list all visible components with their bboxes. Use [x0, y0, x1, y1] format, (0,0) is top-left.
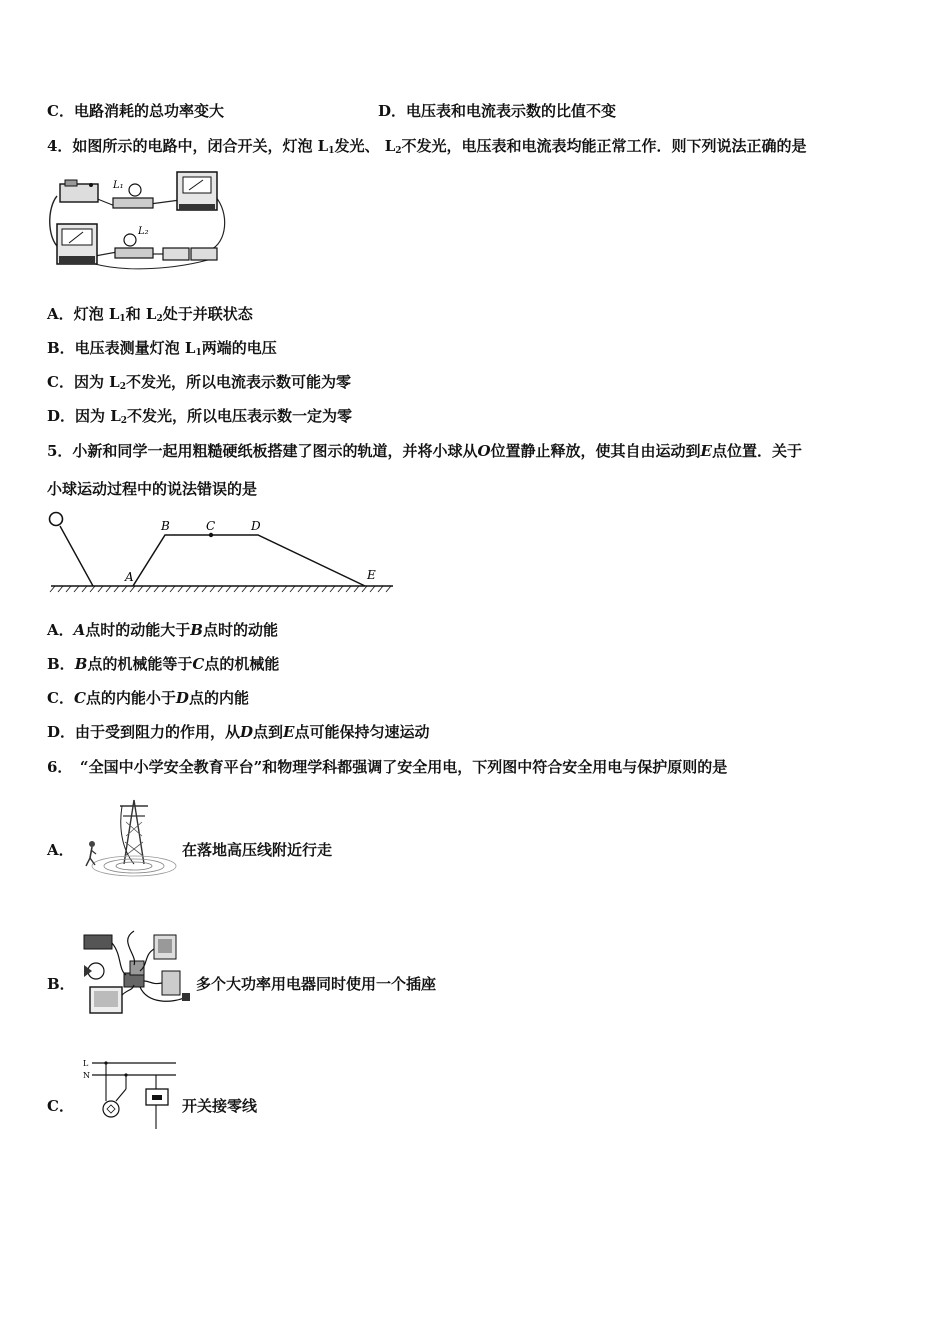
- q4-circuit-figure: [45, 168, 230, 274]
- q5-option-c: C．C点的内能小于D点的内能: [47, 689, 249, 707]
- q5-stem-line1: 5．小新和同学一起用粗糙硬纸板搭建了图示的轨道，并将小球从O位置静止释放，使其自由运动到E点位置．关于: [47, 442, 802, 460]
- q6-option-a-text: 在落地高压线附近行走: [182, 841, 333, 859]
- svg-text:A: A: [125, 570, 134, 584]
- q5-option-a: A．A点时的动能大于B点时的动能: [47, 621, 278, 639]
- svg-text:L: L: [83, 1059, 89, 1068]
- q5-option-b: B．B点的机械能等于C点的机械能: [47, 655, 280, 673]
- svg-text:N: N: [83, 1071, 90, 1080]
- q4-option-c: C．因为 $L_2$不发光，所以电流表示数可能为零: [47, 373, 351, 392]
- svg-text:E: E: [367, 568, 376, 582]
- q6-option-a-image: [76, 792, 180, 884]
- q3-option-d: D．电压表和电流表示数的比值不变: [378, 102, 617, 120]
- q6-option-c-text: 开关接零线: [182, 1097, 258, 1115]
- q6-stem: 6． “全国中小学安全教育平台”和物理学科都强调了安全用电，下列图中符合安全用电与保护原则的是: [47, 758, 728, 776]
- q6-option-c-label: C．: [47, 1097, 74, 1115]
- q6-option-b-text: 多个大功率用电器同时使用一个插座: [196, 975, 437, 993]
- svg-text:L₁: L₁: [113, 180, 124, 191]
- svg-text:L₂: L₂: [138, 226, 149, 237]
- q4-stem: 4．如图所示的电路中，闭合开关，灯泡 $L_1$发光、 $L_2$不发光，电压表和电流表均能正常工作．则下列说法正确的是: [47, 137, 807, 156]
- q5-stem-line2: 小球运动过程中的说法错误的是: [47, 480, 258, 498]
- q4-option-a: A．灯泡 $L_1$和 $L_2$处于并联状态: [47, 305, 253, 324]
- svg-text:B: B: [161, 519, 170, 533]
- svg-text:D: D: [251, 519, 261, 533]
- q6-option-a-label: A．: [47, 841, 74, 859]
- q3-option-c: C．电路消耗的总功率变大: [47, 102, 224, 120]
- q5-track-figure: [45, 508, 397, 598]
- svg-text:C: C: [206, 519, 216, 533]
- q5-option-d: D．由于受到阻力的作用，从D点到E点可能保持匀速运动: [47, 723, 430, 741]
- q6-option-c-image: [80, 1057, 180, 1137]
- q4-option-b: B．电压表测量灯泡 $L_1$两端的电压: [47, 339, 277, 358]
- q4-option-d: D．因为 $L_2$不发光，所以电压表示数一定为零: [47, 407, 353, 426]
- q6-option-b-label: B．: [47, 975, 75, 993]
- q6-option-b-image: [78, 925, 194, 1017]
